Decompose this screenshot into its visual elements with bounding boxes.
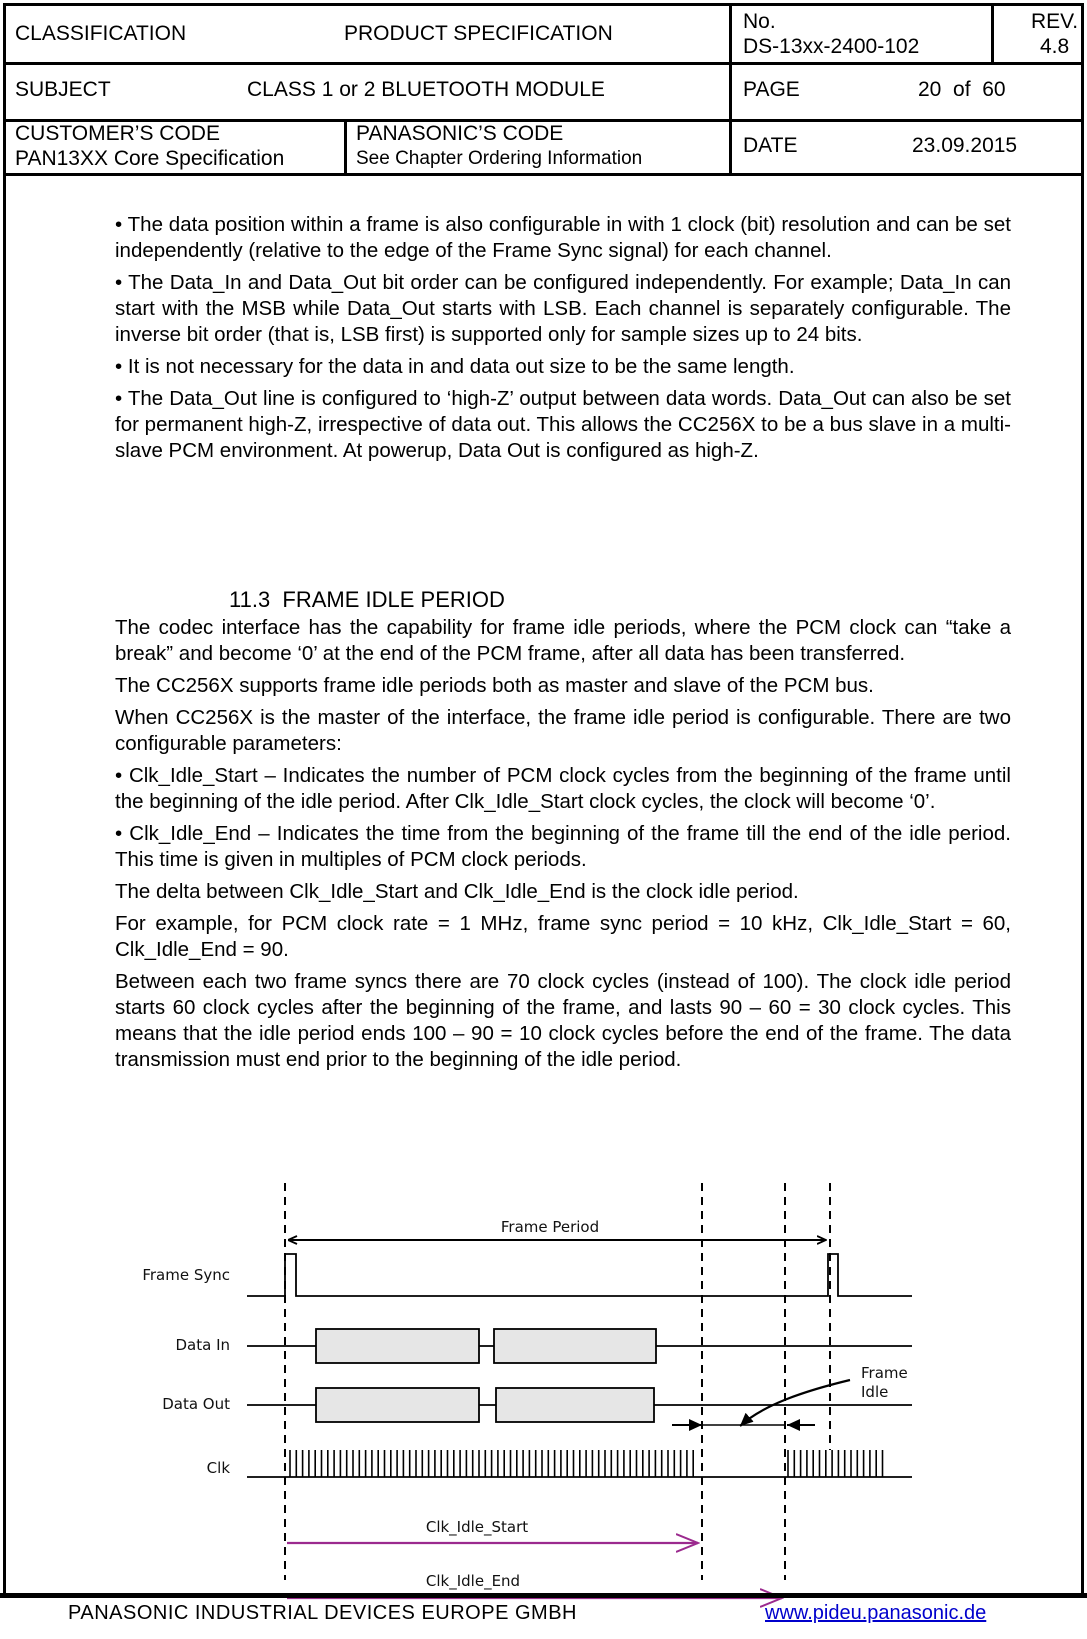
frame-period-label: Frame Period <box>500 1218 600 1236</box>
frame-idle-timing-diagram <box>0 1180 1087 1620</box>
frame-sync-waveform <box>247 1254 912 1296</box>
bullet-paragraph: • It is not necessary for the data in and data out size to be the same length. <box>115 355 795 378</box>
section-paragraph: • Clk_Idle_Start – Indicates the number of PCM clock cycles from the beginning of the frame until the beginning of the idle period. After Clk_Idle_Start clock cycles, the clock will become ‘0’. <box>115 764 1011 813</box>
bullet-paragraph: • The Data_In and Data_Out bit order can be configured independently. For example; Data_In can start with the MSB while Data_Out starts with LSB. Each channel is separately configurable. The inverse bit order (that is, LSB first) is supported only for sample sizes up to 24 bits. <box>115 271 1011 346</box>
date-value: 23.09.2015 <box>912 134 1018 157</box>
clk-pulses <box>290 1450 883 1477</box>
bullets-top <box>115 212 1011 464</box>
data-out-word-2 <box>496 1388 654 1422</box>
section-title: FRAME IDLE PERIOD <box>282 587 505 612</box>
header-table <box>3 3 1084 176</box>
no-label: No. <box>743 10 776 33</box>
section-paragraph: For example, for PCM clock rate = 1 MHz, frame sync period = 10 kHz, Clk_Idle_Start = 60, Clk_Idle_End = 90. <box>115 912 1011 961</box>
section-paragraph: When CC256X is the master of the interface, the frame idle period is configurable. There are two configurable parameters: <box>115 706 1011 755</box>
frame-sync-label: Frame Sync <box>142 1266 230 1284</box>
data-in-word-1 <box>316 1329 479 1363</box>
no-value: DS-13xx-2400-102 <box>743 35 920 58</box>
classification-label: CLASSIFICATION <box>15 22 187 45</box>
header-row-2 <box>6 62 1081 122</box>
section-heading <box>229 587 505 613</box>
clk-label: Clk <box>206 1459 230 1477</box>
section-paragraph: The codec interface has the capability for frame idle periods, where the PCM clock can “take a break” and become ‘0’ at the end of the PCM frame, after all data has been transferred. <box>115 616 1011 665</box>
footer-company: PANASONIC INDUSTRIAL DEVICES EUROPE GMBH <box>68 1602 577 1624</box>
data-in-word-2 <box>494 1329 656 1363</box>
data-in-label: Data In <box>175 1336 230 1354</box>
frame-idle-label-2: Idle <box>861 1383 889 1401</box>
data-out-label: Data Out <box>162 1395 230 1413</box>
section-paragraph: The delta between Clk_Idle_Start and Clk_Idle_End is the clock idle period. <box>115 880 799 903</box>
panasonic-code-value: See Chapter Ordering Information <box>356 148 643 169</box>
bullet-paragraph: • The data position within a frame is also configurable in with 1 clock (bit) resolution and can be set independently (relative to the edge of the Frame Sync signal) for each channel. <box>115 213 1011 262</box>
doc-type: PRODUCT SPECIFICATION <box>344 22 613 45</box>
customer-code-value: PAN13XX Core Specification <box>15 147 285 170</box>
frame-idle-label-1: Frame <box>861 1364 908 1382</box>
section-body <box>115 615 1011 1073</box>
section-number: 11.3 <box>229 587 271 612</box>
footer-website-link[interactable]: www.pideu.panasonic.de <box>765 1602 987 1624</box>
section-paragraph: Between each two frame syncs there are 70 clock cycles (instead of 100). The clock idle period starts 60 clock cycles after the beginning of the frame, and lasts 90 – 60 = 30 clock cycles. This means that the idle period ends 100 – 90 = 10 clock cycles before the end of the frame. The data transmission must end prior to the beginning of the idle period. <box>115 970 1011 1071</box>
customer-code-label: CUSTOMER’S CODE <box>15 122 220 145</box>
page-label: PAGE <box>743 78 800 101</box>
page-value: 20 of 60 <box>918 78 1006 101</box>
rev-value: 4.8 <box>1040 35 1070 58</box>
section-paragraph: • Clk_Idle_End – Indicates the time from the beginning of the frame till the end of the idle period. This time is given in multiples of PCM clock periods. <box>115 822 1011 871</box>
header-row-1 <box>6 6 1081 65</box>
subject-value: CLASS 1 or 2 BLUETOOTH MODULE <box>247 78 605 101</box>
bullet-paragraph: • The Data_Out line is configured to ‘high-Z’ output between data words. Data_Out can also be set for permanent high-Z, irrespective of data out. This allows the CC256X to be a bus slave in a multi-slave PCM environment. At powerup, Data Out is configured as high-Z. <box>115 387 1011 462</box>
panasonic-code-label: PANASONIC’S CODE <box>356 122 564 145</box>
frame-idle-pointer <box>740 1380 850 1426</box>
header-row-3 <box>6 119 1081 173</box>
rev-label: REV. <box>1031 10 1079 33</box>
clk-idle-start-label: Clk_Idle_Start <box>425 1518 529 1536</box>
section-paragraph: The CC256X supports frame idle periods both as master and slave of the PCM bus. <box>115 674 874 697</box>
footer-rule <box>0 1593 1087 1598</box>
date-label: DATE <box>743 134 798 157</box>
subject-label: SUBJECT <box>15 78 111 101</box>
data-out-word-1 <box>316 1388 479 1422</box>
clk-idle-end-label: Clk_Idle_End <box>425 1572 521 1590</box>
